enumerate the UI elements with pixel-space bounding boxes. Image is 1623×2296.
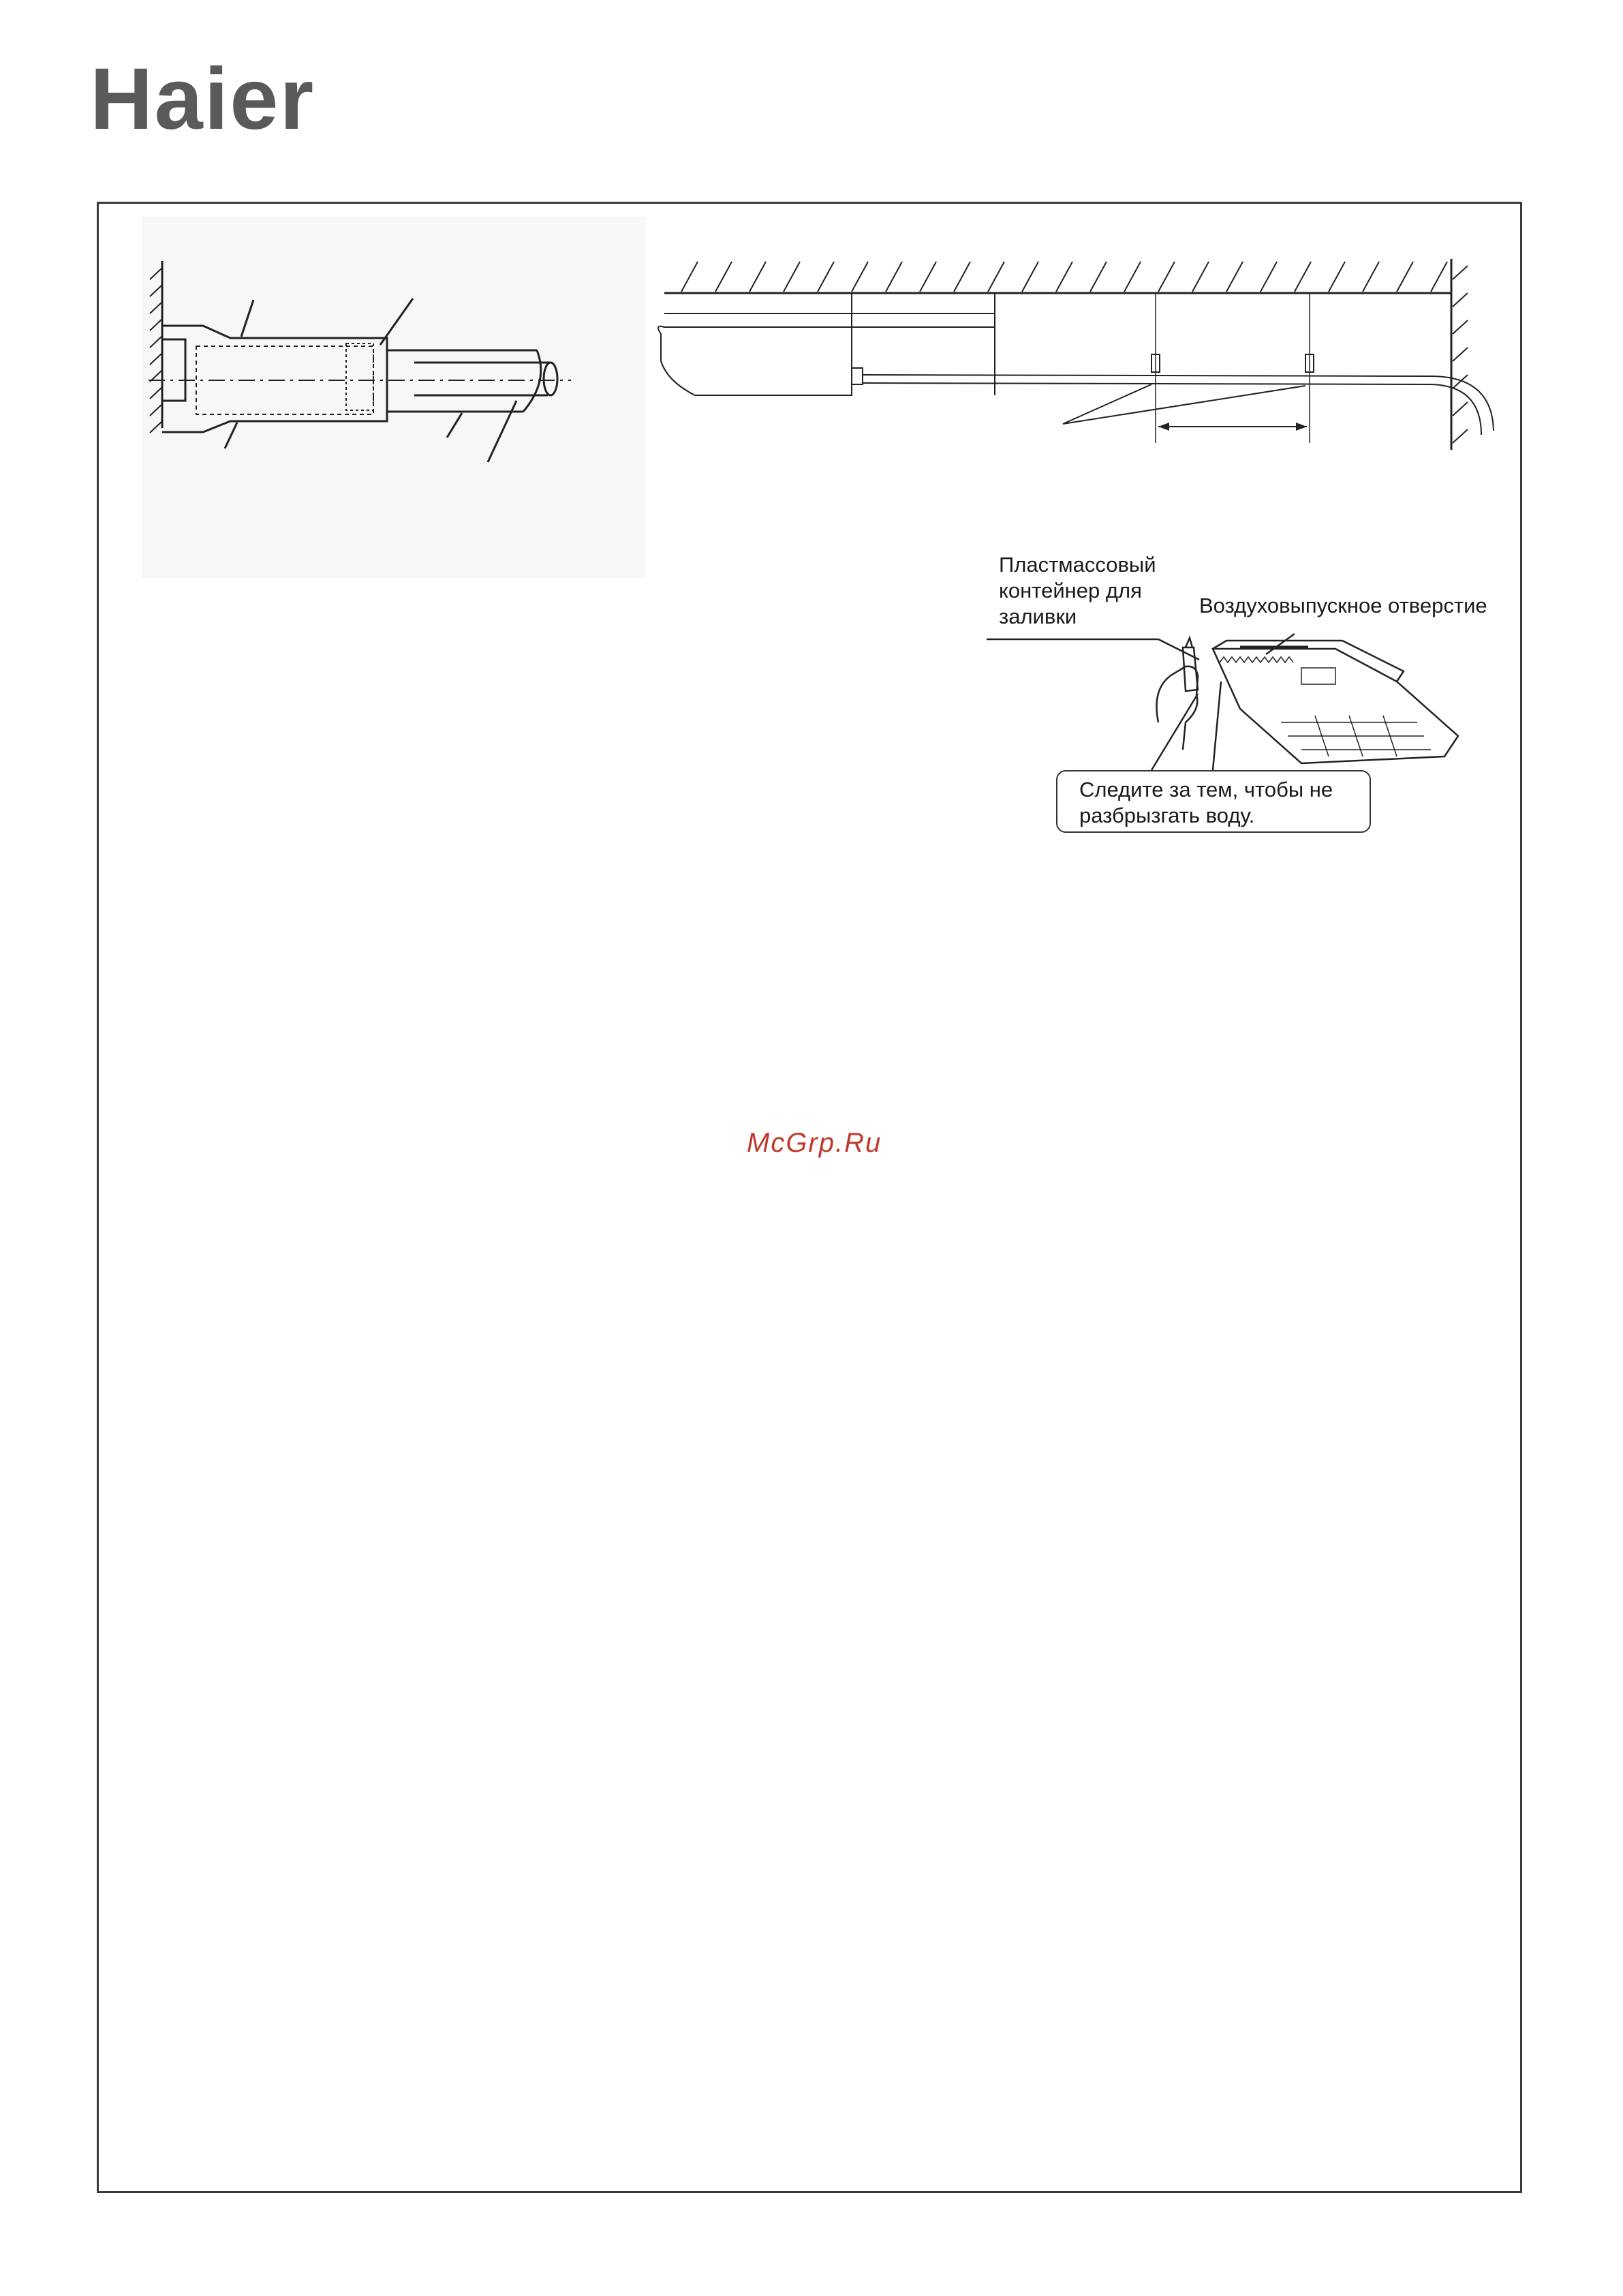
logo-text: Haier [90,57,315,139]
pipe-connection-figure [142,217,646,578]
drain-pipe-figure [654,252,1506,463]
watermark: McGrp.Ru [747,1128,882,1158]
haier-logo [90,57,356,139]
outlet-label: Воздуховыпускное отверстие [1199,594,1487,617]
caution-callout: Следите за тем, чтобы не разбрызгать воду. [1056,770,1371,833]
container-label: Пластмассовый контейнер для заливки [999,553,1156,628]
